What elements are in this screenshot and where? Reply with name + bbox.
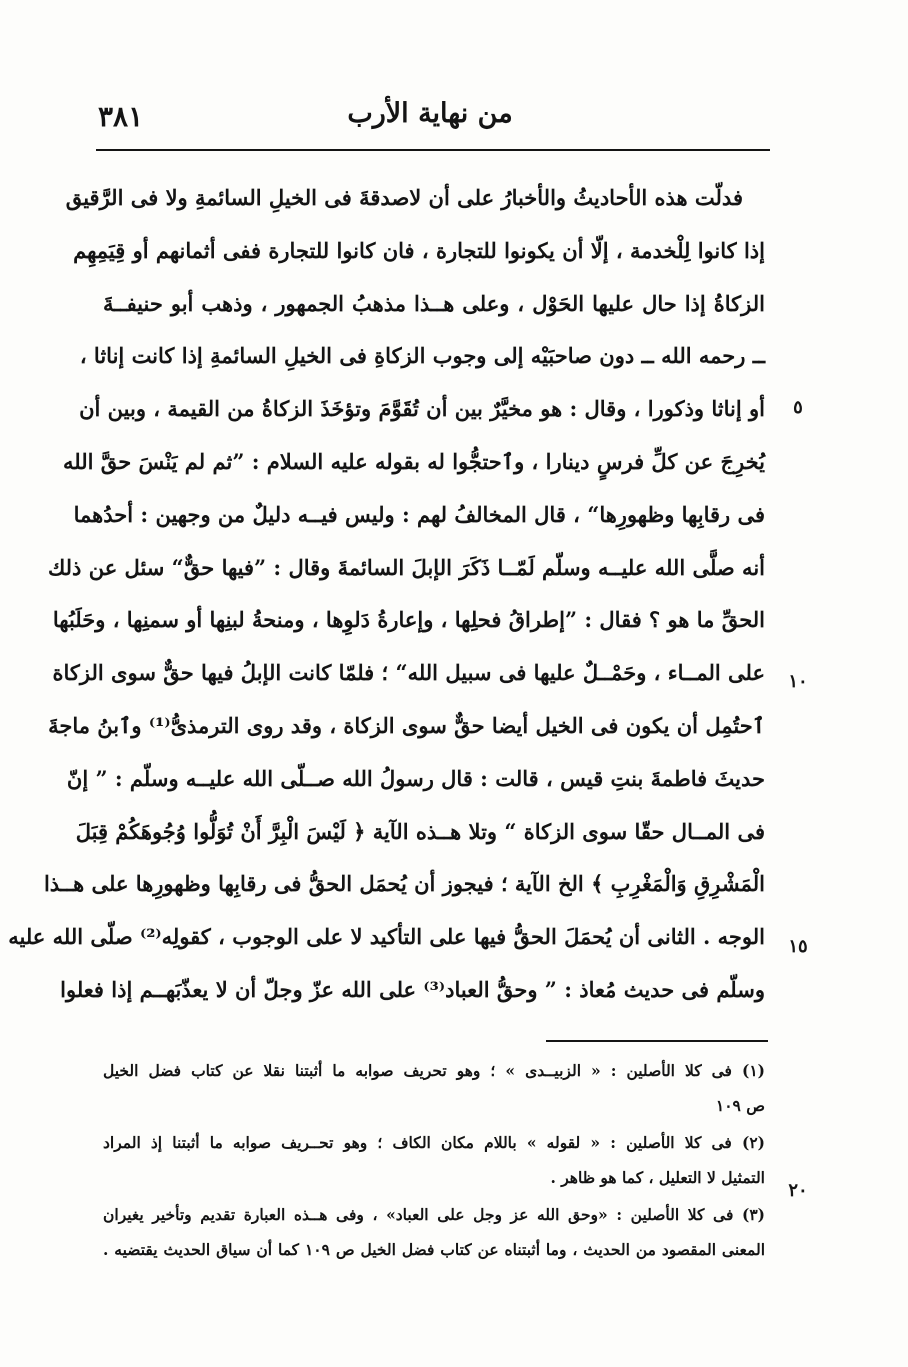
line-number-20: ٢٠ [788, 1180, 808, 1201]
body-line: ٱحتُمِل أن يكون فى الخيل أيضا حقٌّ سوى الزكاة ، وقد روى الترمذىُّ⁽¹⁾ وٱبنُ ماجةَ [48, 712, 765, 738]
body-line: إذا كانوا لِلْخدمة ، إلّا أن يكونوا للتجارة ، فان كانوا للتجارة ففى أثمانهم أو قِيَمِهِم [73, 237, 765, 263]
body-line: الزكاةُ إذا حال عليها الحَوْل ، وعلى هــذا مذهبُ الجمهور ، وذهب أبو حنيفــةَ [103, 290, 765, 316]
body-line: الحقِّ ما هو ؟ فقال : ”إطراقُ فحلِها ، وإعارةُ دَلوِها ، ومنحةُ لبنِها أو سمنِها ، وحَلَبُها [52, 607, 765, 633]
body-line: الوجه . الثانى أن يُحمَلَ الحقُّ فيها على التأكيد لا على الوجوب ، كقولِه⁽²⁾ صلّى الله عليه [8, 924, 765, 950]
footnote-line: (٢) فى كلا الأصلين : « لقوله » باللام مكان الكاف ؛ وهو تحــريف صوابه ما أثبتنا إذ المراد [103, 1133, 765, 1152]
footnote-rule [546, 1040, 768, 1042]
body-line: حديثَ فاطمةَ بنتِ قيس ، قالت : قال رسولُ الله صــلّى الله عليــه وسلّم : ” إنّ [66, 765, 765, 791]
body-text [8, 172, 765, 1017]
body-line: أو إناثا وذكورا ، وقال : هو مخيَّرٌ بين أن تُقَوَّمَ وتؤخَذَ الزكاةُ من القيمة ، وبين أن [79, 396, 765, 422]
body-line: فى رقابِها وظهورِها“ ، قال المخالفُ لهم : وليس فيــه دليلٌ من وجهين : أحدُهما [73, 501, 765, 527]
line-number-10: ١٠ [788, 671, 808, 692]
page-number: ٣٨١ [98, 100, 144, 133]
body-line: وسلّم فى حديث مُعاذ : ” وحقُّ العباد⁽³⁾ على الله عزّ وجلّ أن لا يعذّبَهــم إذا فعلوا [60, 976, 765, 1002]
body-line: يُخرِجَ عن كلِّ فرسٍ دينارا ، وٱحتجُّوا له بقوله عليه السلام : ”ثم لم يَنْسَ حقَّ الله [62, 448, 765, 474]
body-line: الْمَشْرِقِ وَالْمَغْرِبِ ﴾ الخ الآية ؛ فيجوز أن يُحمَل الحقُّ فى رقابِها وظهورِها على هــذا [43, 871, 765, 897]
body-line: أنه صلَّى الله عليــه وسلّم لَمّــا ذَكَرَ الإبلَ السائمةَ وقال : ”فيها حقٌّ“ سئل عن ذلك [47, 554, 765, 580]
body-line: فى المــال حقّا سوى الزكاة “ وتلا هــذه الآية ﴿ لَيْسَ الْبِرَّ أَنْ تُوَلُّوا وُجُوهَكُمْ قِبَلَ [75, 818, 765, 844]
line-number-15: ١٥ [788, 936, 808, 957]
footnote-line: التمثيل لا التعليل ، كما هو ظاهر . [550, 1167, 765, 1187]
footnote-line: (١) فى كلا الأصلين : « الزبيــدى » ؛ وهو تحريف صوابه ما أثبتنا نقلا عن كتاب فضل الخيل [103, 1061, 765, 1080]
body-line: ــ رحمه الله ــ دون صاحبَيْه إلى وجوب الزكاةِ فى الخيلِ السائمةِ إذا كانت إناثا ، [79, 343, 765, 369]
body-line: على المــاء ، وحَمْــلٌ عليها فى سبيل الله“ ؛ فلمّا كانت الإبلُ فيها حقٌّ سوى الزكاة [52, 660, 765, 686]
line-number-5: ٥ [793, 397, 803, 418]
footnote-line: المعنى المقصود من الحديث ، وما أثبتناه عن كتاب فضل الخيل ص ١٠٩ كما أن سياق الحديث يقتضيه . [103, 1239, 765, 1259]
footnote-line: ص ١٠٩ [715, 1095, 765, 1115]
running-title: من نهاية الأرب [347, 98, 513, 129]
header-rule [96, 149, 770, 151]
footnote-line: (٣) فى كلا الأصلين : «وحق الله عز وجل على العباد» ، وفى هــذه العبارة تقديم وتأخير يغيران [103, 1205, 765, 1224]
body-line: فدلّت هذه الأحاديثُ والأخبارُ على أن لاصدقةَ فى الخيلِ السائمةِ ولا فى الرَّقيق [65, 185, 743, 210]
footnotes [103, 1054, 765, 1267]
